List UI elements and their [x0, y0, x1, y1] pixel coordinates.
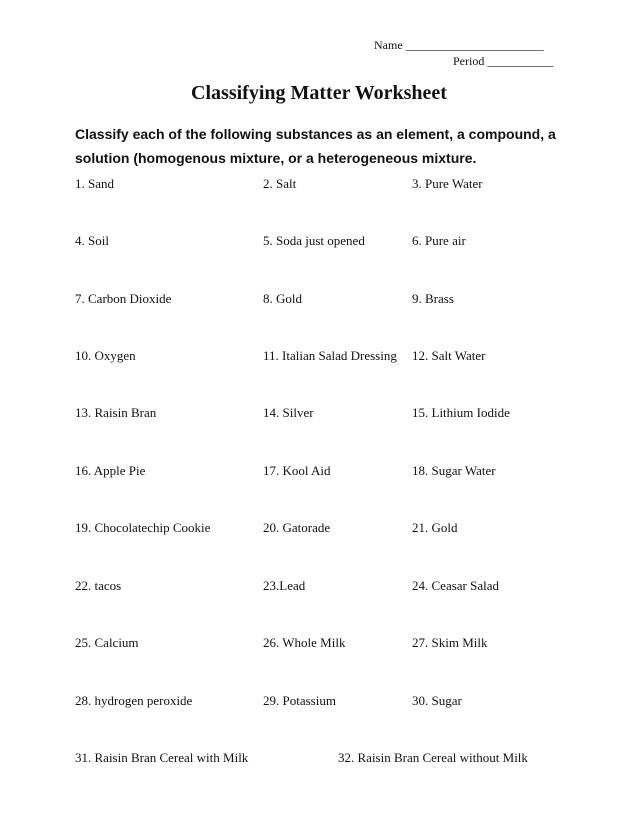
list-item: 11. Italian Salad Dressing — [263, 348, 397, 363]
list-item: 7. Carbon Dioxide — [75, 291, 172, 306]
list-item: 20. Gatorade — [263, 520, 331, 535]
list-item: 15. Lithium Iodide — [412, 405, 510, 420]
list-item: 22. tacos — [75, 578, 122, 593]
period-field-line: Period ___________ — [453, 54, 554, 68]
list-item: 21. Gold — [412, 520, 458, 535]
list-item: 6. Pure air — [412, 233, 466, 248]
list-item: 12. Salt Water — [412, 348, 486, 363]
list-item: 9. Brass — [412, 291, 454, 306]
list-item: 5. Soda just opened — [263, 233, 365, 248]
list-item: 14. Silver — [263, 405, 314, 420]
list-item: 25. Calcium — [75, 635, 139, 650]
list-item: 13. Raisin Bran — [75, 405, 157, 420]
list-item: 26. Whole Milk — [263, 635, 346, 650]
list-item: 18. Sugar Water — [412, 463, 496, 478]
list-item: 2. Salt — [263, 176, 297, 191]
list-item: 17. Kool Aid — [263, 463, 331, 478]
list-item: 24. Ceasar Salad — [412, 578, 500, 593]
list-item: 29. Potassium — [263, 693, 336, 708]
list-item: 1. Sand — [75, 176, 114, 191]
name-field-line: Name _______________________ — [374, 38, 544, 52]
list-item: 19. Chocolatechip Cookie — [75, 520, 211, 535]
list-item: 16. Apple Pie — [75, 463, 146, 478]
list-item: 23.Lead — [263, 578, 306, 593]
list-item: 4. Soil — [75, 233, 109, 248]
list-item: 30. Sugar — [412, 693, 462, 708]
list-item: 32. Raisin Bran Cereal without Milk — [338, 750, 528, 765]
list-item: 28. hydrogen peroxide — [75, 693, 193, 708]
list-item: 8. Gold — [263, 291, 302, 306]
list-item: 31. Raisin Bran Cereal with Milk — [75, 750, 249, 765]
list-item: 10. Oxygen — [75, 348, 136, 363]
worksheet-title: Classifying Matter Worksheet — [191, 82, 447, 104]
list-item: 27. Skim Milk — [412, 635, 488, 650]
list-item: 3. Pure Water — [412, 176, 483, 191]
instructions-text: Classify each of the following substances as an element, a compound, a solution (homogenous mixture, or a heterogeneous mixture. — [75, 126, 556, 166]
